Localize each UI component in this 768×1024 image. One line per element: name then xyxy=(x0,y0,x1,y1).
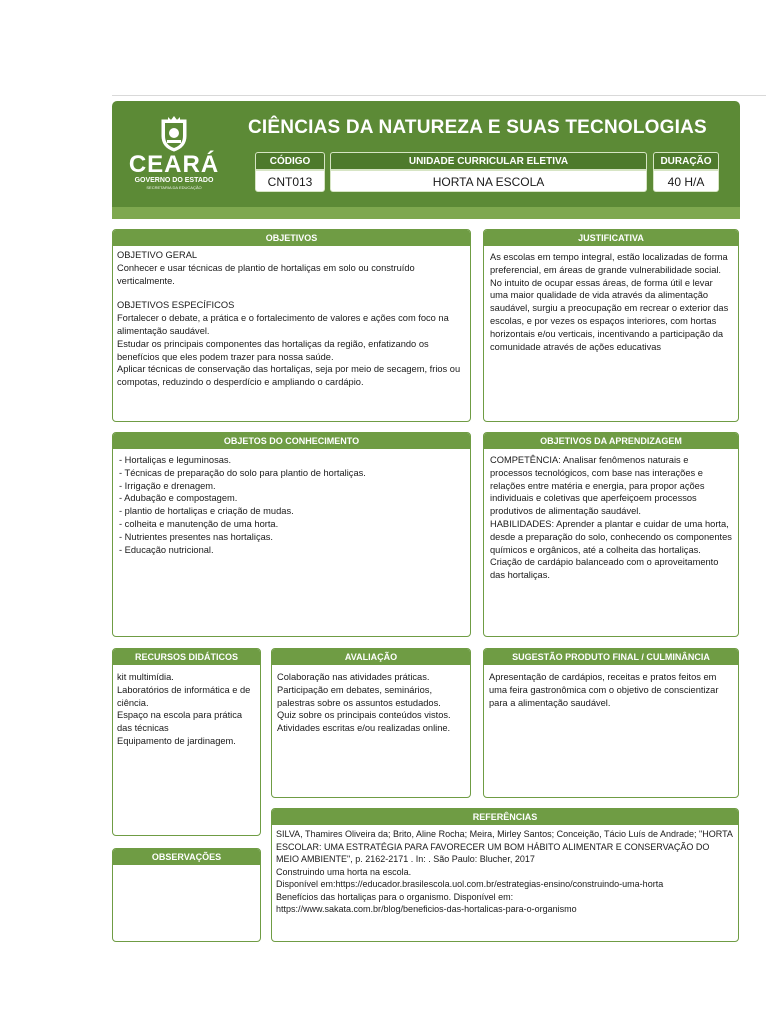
recursos-body xyxy=(113,665,260,754)
reference-item: https://www.sakata.com.br/blog/beneficios-das-hortalicas-para-o-organismo xyxy=(276,904,577,914)
ceara-logo xyxy=(118,114,230,204)
reference-item: Benefícios das hortaliças para o organismo. Disponível em: xyxy=(276,891,514,902)
list-item: Participação em debates, seminários, palestras sobre os assuntos estudados. xyxy=(277,684,441,708)
recursos-panel xyxy=(112,648,261,836)
objetivos-title: OBJETIVOS xyxy=(113,230,470,246)
sugestao-title: SUGESTÃO PRODUTO FINAL / CULMINÂNCIA xyxy=(484,649,738,665)
objetivo-geral-title: OBJETIVO GERAL xyxy=(117,250,198,260)
objetivo-especifico-item: Aplicar técnicas de conservação das hortaliças, seja por meio de secagem, frios ou compotas, reduzindo o desperdício e ampliando o cardápio. xyxy=(117,364,461,388)
logo-subtitle: GOVERNO DO ESTADO xyxy=(134,177,214,184)
list-item: Equipamento de jardinagem. xyxy=(117,735,236,746)
objetivos-panel xyxy=(112,229,471,422)
avaliacao-title: AVALIAÇÃO xyxy=(272,649,470,665)
justificativa-panel xyxy=(483,229,739,422)
logo-name: CEARÁ xyxy=(128,151,220,178)
objetivo-especifico-item: Fortalecer o debate, a prática e o fortalecimento de valores e ações com foco na alimentação saudável. xyxy=(117,313,449,336)
duracao-label: DURAÇÃO xyxy=(653,152,719,170)
objetos-body xyxy=(113,449,470,561)
duracao-value: 40 H/A xyxy=(653,170,719,192)
list-item: - plantio de hortaliças e criação de mudas. xyxy=(119,506,294,517)
list-item: Atividades escritas e/ou realizadas online. xyxy=(277,723,451,734)
list-item: - Adubação e compostagem. xyxy=(119,493,238,504)
codigo-label: CÓDIGO xyxy=(255,152,325,170)
list-item: - Educação nutricional. xyxy=(119,544,214,555)
sugestao-panel xyxy=(483,648,739,798)
unidade-value: HORTA NA ESCOLA xyxy=(330,170,647,192)
list-item: - Nutrientes presentes nas hortaliças. xyxy=(119,531,273,542)
sugestao-text: Apresentação de cardápios, receitas e pratos feitos em uma feira gastronômica com o objetivo de conscientizar para a alimentação saudável. xyxy=(489,672,719,708)
objetos-title: OBJETOS DO CONHECIMENTO xyxy=(113,433,470,449)
codigo-value: CNT013 xyxy=(255,170,325,192)
list-item: Colaboração nas atividades práticas. xyxy=(277,672,430,682)
avaliacao-body xyxy=(272,665,470,741)
list-item: Laboratórios de informática e de ciência. xyxy=(117,684,251,708)
referencias-title: REFERÊNCIAS xyxy=(272,809,738,825)
aprendizagem-title: OBJETIVOS DA APRENDIZAGEM xyxy=(484,433,738,449)
observacoes-title: OBSERVAÇÕES xyxy=(113,849,260,865)
list-item: - colheita e manutenção de uma horta. xyxy=(119,518,279,529)
list-item: Espaço na escola para prática das técnicas xyxy=(117,710,243,734)
justificativa-title: JUSTIFICATIVA xyxy=(484,230,738,246)
list-item: Quiz sobre os principais conteúdos vistos. xyxy=(277,710,451,721)
header-strip xyxy=(112,207,740,219)
objetos-panel xyxy=(112,432,471,637)
competencia-text: COMPETÊNCIA: Analisar fenômenos naturais e processos tecnológicos, com base nas interações e relações entre matéria e energia, para propor ações individuais e coletivas que aperfeiçoem processos produtivos de alimentação saudável. xyxy=(490,455,705,517)
objetivos-especificos-title: OBJETIVOS ESPECÍFICOS xyxy=(117,300,235,311)
aprendizagem-body xyxy=(484,449,738,587)
habilidades-text: HABILIDADES: Aprender a plantar e cuidar de uma horta, desde a preparação do solo, conhecendo os componentes químicos e orgânicos, até a colheita das hortaliças. Criação de cardápio balanceado com o aproveitamento das hortaliças. xyxy=(490,518,732,581)
coat-of-arms-icon xyxy=(154,114,194,154)
referencias-panel xyxy=(271,808,739,942)
unidade-label: UNIDADE CURRICULAR ELETIVA xyxy=(330,152,647,170)
page-title: CIÊNCIAS DA NATUREZA E SUAS TECNOLOGIAS xyxy=(248,117,707,138)
observacoes-panel xyxy=(112,848,261,942)
objetivo-especifico-item: Estudar os principais componentes das hortaliças da região, enfatizando os benefícios que eles podem trazer para nossa saúde. xyxy=(117,338,429,362)
reference-item: Disponível em:https://educador.brasilescola.uol.com.br/estrategias-ensino/construindo-uma-horta xyxy=(276,879,664,889)
objetivo-geral-text: Conhecer e usar técnicas de plantio de hortaliças em solo ou construído verticalmente. xyxy=(117,262,415,286)
reference-item: Construindo uma horta na escola. xyxy=(276,866,412,877)
top-rule xyxy=(112,95,766,96)
justificativa-text: As escolas em tempo integral, estão localizadas de forma preferencial, em áreas de grande vulnerabilidade social. No intuito de ocupar essas áreas, de forma útil e levar uma maior qualidade de vida através da alimentação saudável, surgiu a preocupação em recrear o exterior das escolas, e por vezes os espaços interiores, com hortas horizontais e/ou verticais, incentivando a participação da comunidade através de ações educativas xyxy=(490,252,729,352)
logo-subtitle-2: SECRETARIA DA EDUCAÇÃO xyxy=(146,185,202,190)
list-item: - Técnicas de preparação do solo para plantio de hortaliças. xyxy=(119,467,366,478)
avaliacao-panel xyxy=(271,648,471,798)
list-item: - Irrigação e drenagem. xyxy=(119,480,216,491)
referencias-body xyxy=(272,825,738,919)
aprendizagem-panel xyxy=(483,432,739,637)
recursos-title: RECURSOS DIDÁTICOS xyxy=(113,649,260,665)
list-item: - Hortaliças e leguminosas. xyxy=(119,455,232,465)
list-item: kit multimídia. xyxy=(117,672,174,682)
reference-item: SILVA, Thamires Oliveira da; Brito, Aline Rocha; Meira, Mirley Santos; Conceição, Tácio Luís de Andrade; "HORTA ESCOLAR: UMA ESTRATÉGIA PARA FAVORECER UM BOM HÁBITO ALIMENTAR E CONSERVAÇÃO DO MEIO AMBIENTE", p. 2162-2171 . In: . São Paulo: Blucher, 2017 xyxy=(276,829,733,864)
objetivos-body xyxy=(113,246,470,392)
